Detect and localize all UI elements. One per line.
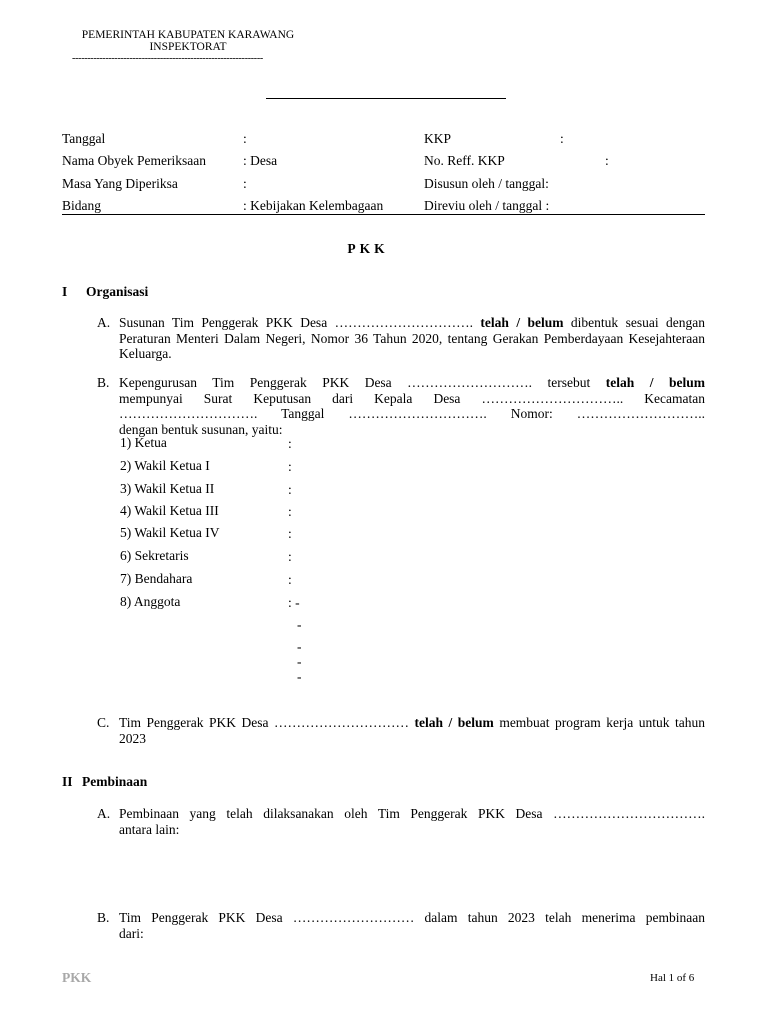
role-wakil-ketua-2-colon: : [288,482,292,497]
item-2a [97,806,705,837]
role-bendahara-colon: : [288,572,292,587]
item-2b-label: B. [97,910,110,925]
role-ketua: 1) Ketua [120,435,167,450]
item-1c-option: telah / belum [414,715,494,730]
info-label-tanggal: Tanggal [62,131,106,146]
info-value-bidang: : Kebijakan Kelembagaan [243,198,384,213]
item-1c-label: C. [97,715,110,730]
footer-page-number: Hal 1 of 6 [650,972,695,984]
item-1a-text: Susunan Tim Penggerak PKK Desa …………………………. telah / belum dibentuk sesuai dengan Peraturan Menteri Dalam Negeri, Nomor 36 Tahun 2020, tentang Gerakan Pemberdayaan Kesejahteraan Keluarga. [119,315,705,361]
role-anggota-colon: : - [288,595,300,610]
role-wakil-ketua-3-colon: : [288,504,292,519]
letterhead-dashes: --------------------------------------------------------------- [72,55,263,63]
item-1c-text: Tim Penggerak PKK Desa ………………………… telah / belum membuat program kerja untuk tahun 2023 [119,715,706,746]
letterhead [60,29,316,53]
title-underline [266,98,506,99]
role-sekretaris: 6) Sekretaris [120,548,189,563]
item-1a [97,315,705,362]
info-label-kkp: KKP [424,131,452,146]
info-label-direviu: Direviu oleh / tanggal : [424,198,550,213]
item-1a-label: A. [97,315,111,330]
anggota-dash-2: - [297,639,302,654]
info-value-kkp: : [560,131,564,146]
role-wakil-ketua-2: 3) Wakil Ketua II [120,481,215,496]
info-label-disusun: Disusun oleh / tanggal: [424,176,549,191]
item-1b [97,375,705,437]
anggota-dash-3: - [297,654,302,669]
document-title: PKK [347,241,389,256]
info-label-masa: Masa Yang Diperiksa [62,176,178,191]
item-2a-text: Pembinaan yang telah dilaksanakan oleh Tim Penggerak PKK Desa ……………………………. antara lain: [119,806,705,837]
role-wakil-ketua-4: 5) Wakil Ketua IV [120,525,220,540]
info-value-tanggal: : [243,131,247,146]
info-label-reff: No. Reff. KKP [424,153,505,168]
header-rule [62,214,705,215]
role-anggota: 8) Anggota [120,594,181,609]
role-wakil-ketua-1-colon: : [288,459,292,474]
item-1b-label: B. [97,375,110,390]
role-wakil-ketua-3: 4) Wakil Ketua III [120,503,219,518]
letterhead-government: PEMERINTAH KABUPATEN KARAWANG [81,29,295,41]
section-1-number: I [62,284,68,299]
item-1a-option: telah / belum [480,315,564,330]
letterhead-office: INSPEKTORAT [149,41,227,53]
role-bendahara: 7) Bendahara [120,571,193,586]
section-1-title: Organisasi [86,284,149,299]
section-2-title: Pembinaan [82,774,148,789]
item-2b-text: Tim Penggerak PKK Desa ……………………… dalam tahun 2023 telah menerima pembinaan dari: [119,910,705,941]
item-2b [97,910,705,941]
item-1b-text: Kepengurusan Tim Penggerak PKK Desa ………………………. tersebut telah / belum mempunyai Surat Keputusan dari Kepala Desa ………………………….. Kecamatan …………………………. Tanggal …………………………. Nomor: ……………………….. dengan bentuk susunan, yaitu: [119,375,705,437]
anggota-dash-1: - [297,617,302,632]
section-2-number: II [62,774,73,789]
role-wakil-ketua-4-colon: : [288,526,292,541]
item-1b-option: telah / belum [605,375,705,390]
info-value-reff: : [605,153,609,168]
item-1c [97,715,705,746]
info-value-obyek: : Desa [243,153,278,168]
role-wakil-ketua-1: 2) Wakil Ketua I [120,458,210,473]
footer-doc-name: PKK [62,970,92,985]
info-label-bidang: Bidang [62,198,101,213]
role-sekretaris-colon: : [288,549,292,564]
item-2a-label: A. [97,806,111,821]
info-label-obyek: Nama Obyek Pemeriksaan [62,153,206,168]
info-value-masa: : [243,176,247,191]
role-ketua-colon: : [288,436,292,451]
anggota-dash-4: - [297,669,302,684]
